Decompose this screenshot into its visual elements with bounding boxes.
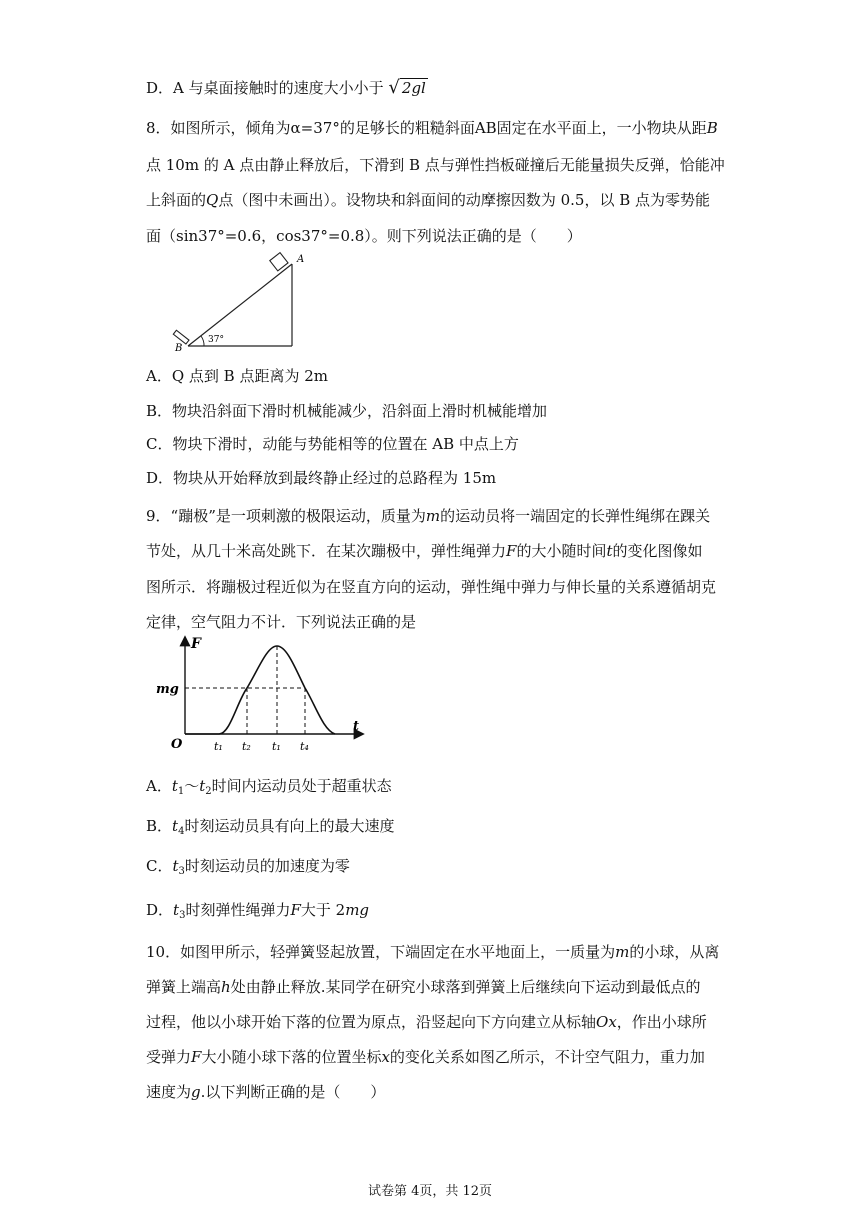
tick-label-t3: t₁ — [272, 740, 281, 753]
q7-option-d-text: D．A 与桌面接触时的速度大小小于 — [146, 79, 384, 97]
page-footer: 试卷第 4页，共 12页 — [367, 1184, 493, 1199]
sqrt-symbol: √ 2gl — [388, 77, 426, 98]
q10-stem-line1: 10．如图甲所示，轻弹簧竖起放置，下端固定在水平地面上，一质量为m的小球，从离 — [146, 943, 720, 961]
q9-option-c: C．$t_3$时刻运动员的加速度为零 — [146, 857, 350, 877]
q7-radicand: 2gl — [401, 79, 426, 97]
axis-label-f: F — [191, 636, 201, 652]
incline-surface — [188, 264, 292, 346]
q8-option-d: D．物块从开始释放到最终静止经过的总路程为 15m — [146, 469, 497, 487]
block-shape — [270, 253, 288, 271]
q7-option-d — [146, 78, 428, 98]
tick-label-t4: t₄ — [300, 740, 309, 753]
q9-force-time-graph — [155, 632, 375, 754]
q8-option-b: B．物块沿斜面下滑时机械能减少，沿斜面上滑时机械能增加 — [146, 402, 548, 420]
q8-stem-line4: 面（sin37°=0.6，cos37°=0.8）。则下列说法正确的是（ ） — [146, 227, 582, 245]
q8-option-c: C．物块下滑时，动能与势能相等的位置在 AB 中点上方 — [146, 435, 519, 453]
q9-option-d: D．$t_3$时刻弹性绳弹力F大于 2mg — [146, 901, 370, 921]
q8-incline-figure — [168, 250, 318, 355]
baffle-shape — [173, 330, 189, 344]
q9-stem-line3: 图所示．将蹦极过程近似为在竖直方向的运动，弹性绳中弹力与伸长量的关系遵循胡克 — [146, 578, 717, 596]
q10-stem-line3: 过程，他以小球开始下落的位置为原点，沿竖起向下方向建立从标轴Ox，作出小球所 — [146, 1013, 707, 1031]
q8-stem-line3: 上斜面的Q点（图中未画出）。设物块和斜面间的动摩擦因数为 0.5，以 B 点为零势能 — [146, 191, 711, 209]
tick-label-t2: t₂ — [242, 740, 251, 753]
q10-stem-line4: 受弹力F大小随小球下落的位置坐标x的变化关系如图乙所示，不计空气阻力，重力加 — [146, 1048, 705, 1066]
origin-label: O — [171, 737, 183, 752]
mg-label: mg — [156, 682, 179, 697]
q9-option-b: B．$t_4$时刻运动员具有向上的最大速度 — [146, 817, 395, 837]
q9-stem-line4: 定律，空气阻力不计．下列说法正确的是 — [146, 613, 417, 631]
q10-stem-line5: 速度为g.以下判断正确的是（ ） — [146, 1083, 386, 1101]
q9-option-a: A．$t_1\sim t_2$时间内运动员处于超重状态 — [146, 777, 392, 797]
force-curve — [185, 646, 335, 734]
axis-label-t: t — [353, 719, 360, 734]
q9-stem-line2: 节处，从几十米高处跳下．在某次蹦极中，弹性绳弹力F的大小随时间t的变化图像如 — [146, 542, 703, 560]
q8-stem-line2: 点 10m 的 A 点由静止释放后，下滑到 B 点与弹性挡板碰撞后无能量损失反弹，恰能冲 — [146, 156, 725, 174]
angle-label: 37° — [208, 335, 224, 345]
label-a: A — [297, 254, 305, 265]
q9-stem-line1: 9．“蹦极”是一项刺激的极限运动，质量为m的运动员将一端固定的长弹性绳绑在踝关 — [146, 507, 711, 525]
q10-stem-line2: 弹簧上端高h处由静止释放.某同学在研究小球落到弹簧上后继续向下运动到最低点的 — [146, 978, 701, 996]
q8-option-a: A．Q 点到 B 点距离为 2m — [146, 367, 328, 385]
tick-label-t1: t₁ — [214, 740, 223, 753]
q8-stem-line1: 8．如图所示，倾角为α=37°的足够长的粗糙斜面AB固定在水平面上，一小物块从距B — [146, 119, 718, 137]
angle-arc — [201, 336, 204, 346]
label-b: B — [175, 343, 183, 354]
